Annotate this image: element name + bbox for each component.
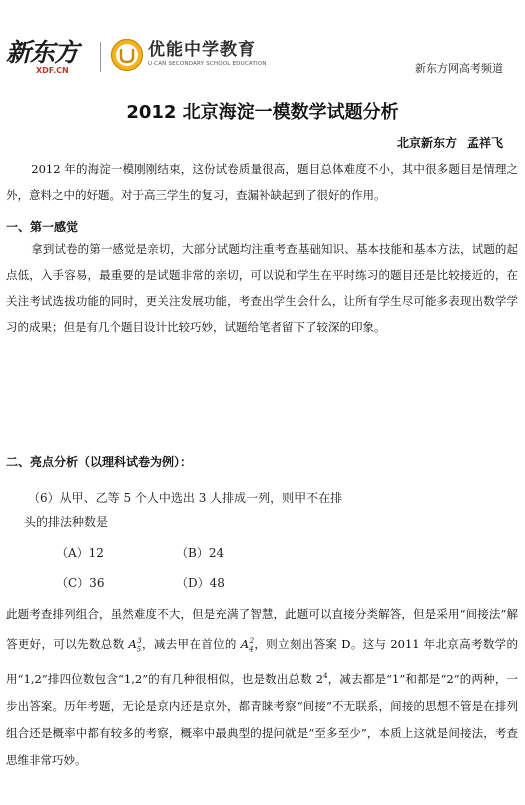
problem-line-2: 头的排法种数是 [24,515,109,529]
formula-a53: $A_5^3$ [128,636,142,654]
section1-heading: 一、第一感觉 [6,220,79,234]
author-line [397,134,503,151]
option-c: （C）36 [56,576,105,590]
xdf-logo [6,40,88,76]
analysis-paragraph [6,601,518,774]
problem-block [24,489,428,595]
author-name: 孟祥飞 [466,136,503,150]
option-b: （B）24 [176,546,225,560]
logo-divider [100,42,101,72]
section1-paragraph: 拿到试卷的第一感觉是亲切，大部分试题均注重考查基础知识、基本技能和基本方法，试题的起点低，入手容易，最重要的是试题非常的亲切，可以说和学生在平时练习的题目还是比较接近的，在关注考试选拔功能的同时，更关注发展功能，考查出学生会什么，让所有学生尽可能多表现出数学学习的成果；但是有几个题目设计比较巧妙，试题给笔者留下了较深的印象。 [6,242,518,334]
intro-paragraph: 2012 年的海淀一模刚刚结束，这份试卷质量很高，题目总体难度不小，其中很多题目是情理之外，意料之中的好题。对于高三学生的复习，查漏补缺起到了很好的作用。 [6,162,518,202]
option-a: （A）12 [56,546,104,560]
page-title: 2012 北京海淀一模数学试题分析 [126,102,399,123]
analysis-text-1: 此题考查排列组合，虽然难度不大，但是充满了智慧，此题可以直接分类解答，但是采用“间接法”解答更好，可以先数总数 [6,607,518,651]
analysis-text-3: ，则立刻出答案 D。这与 2011 年北京高考数学的用“1,2”排四位数包含“1,2”的有几种很相似，也是数出总数 [6,636,519,686]
xdf-logo-en: XDF.CN [36,66,69,75]
xdf-logo-cn: 新东方 [6,38,79,67]
formula-2-pow-4: $2^4$ [315,671,328,686]
option-d: （D）48 [176,576,225,590]
formula-a42: $A_4^2$ [240,636,255,654]
problem-line-1: （6）从甲、乙等 5 个人中选出 3 人排成一列，则甲不在排 [28,491,343,505]
ucan-emblem-icon [110,38,144,72]
analysis-text-2: ，减去甲在首位的 [141,636,241,651]
channel-label: 新东方网高考频道 [415,62,503,75]
ucan-logo [148,40,278,68]
analysis-text-4: ，减去都是“1”和都是“2”的两种，一步出答案。历年考题，无论是京内还是京外，都青睐考察“间接”不无联系，间接的思想不管是在排列组合还是概率中都有较多的考察，概率中最典型的提问就是“至多至少”，本质上这就是间接法，考查思维非常巧妙。 [6,671,519,767]
section2-heading: 二、亮点分析（以理科试卷为例）： [6,455,193,469]
author-org: 北京新东方 [396,136,457,150]
ucan-logo-cn: 优能中学教育 [148,40,256,60]
ucan-logo-en: U·CAN SECONDARY SCHOOL EDUCATION [148,61,267,67]
